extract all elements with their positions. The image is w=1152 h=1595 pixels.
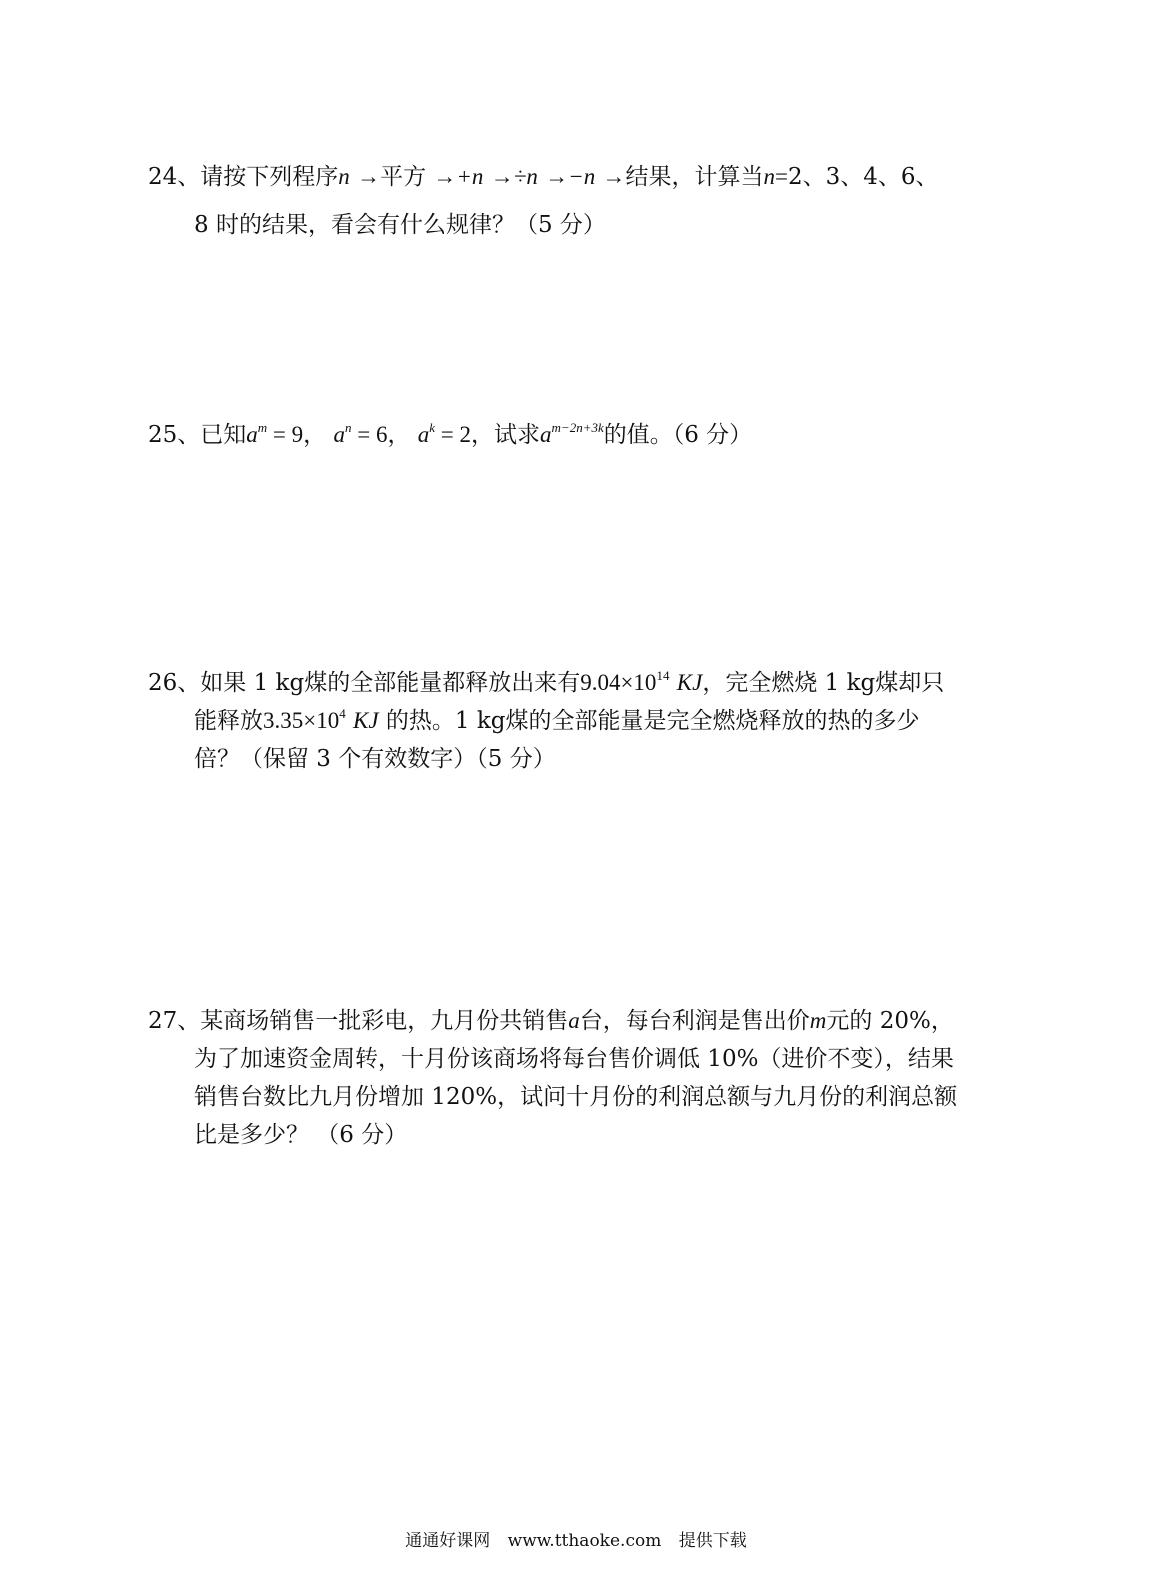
question-26-line-2: 能释放$3.35\times 10^4$ KJ 的热。1 kg煤的全部能量是完全燃烧释放的热的多少 bbox=[194, 706, 920, 734]
question-24 bbox=[148, 158, 1008, 244]
question-25 bbox=[148, 416, 1008, 454]
question-number: 24、 bbox=[148, 164, 201, 190]
question-27-line-1: 27、某商场销售一批彩电，九月份共销售a台，每台利润是售出价m元的 20%， bbox=[148, 1008, 954, 1034]
question-24-line-1: 24、请按下列程序n →平方 →+n →÷n →−n →结果，计算当n=2、3、4、6、 bbox=[148, 164, 939, 190]
footer-site-name: 通通好课网 bbox=[405, 1531, 491, 1551]
question-24-line-2: 8 时的结果，看会有什么规律？（5 分） bbox=[194, 212, 606, 238]
page-footer bbox=[0, 1526, 1152, 1551]
question-26-line-1: 26、如果 1 kg煤的全部能量都释放出来有$9.04\times 10^{14}$ KJ，完全燃烧 1 kg煤却只 bbox=[148, 668, 945, 696]
question-27-line-3: 销售台数比九月份增加 120%，试问十月份的利润总额与九月份的利润总额 bbox=[194, 1084, 958, 1110]
footer-note: 提供下载 bbox=[678, 1531, 747, 1551]
question-25-line-1: 25、已知$a^m = 9$， $a^n = 6$， $a^k = 2$，试求$a^{m-2n+3k}$的值。（6 分） bbox=[148, 420, 753, 448]
question-27-line-4: 比是多少？ （6 分） bbox=[194, 1122, 408, 1148]
question-number: 26、 bbox=[148, 670, 201, 696]
question-number: 25、 bbox=[148, 422, 201, 448]
question-27 bbox=[148, 1002, 1008, 1154]
question-27-line-2: 为了加速资金周转，十月份该商场将每台售价调低 10%（进价不变），结果 bbox=[194, 1046, 954, 1072]
question-26 bbox=[148, 664, 1008, 778]
question-26-line-3: 倍？（保留 3 个有效数字）（5 分） bbox=[194, 746, 556, 772]
question-number: 27、 bbox=[148, 1008, 201, 1034]
footer-url[interactable]: www.tthaoke.com bbox=[507, 1531, 662, 1551]
